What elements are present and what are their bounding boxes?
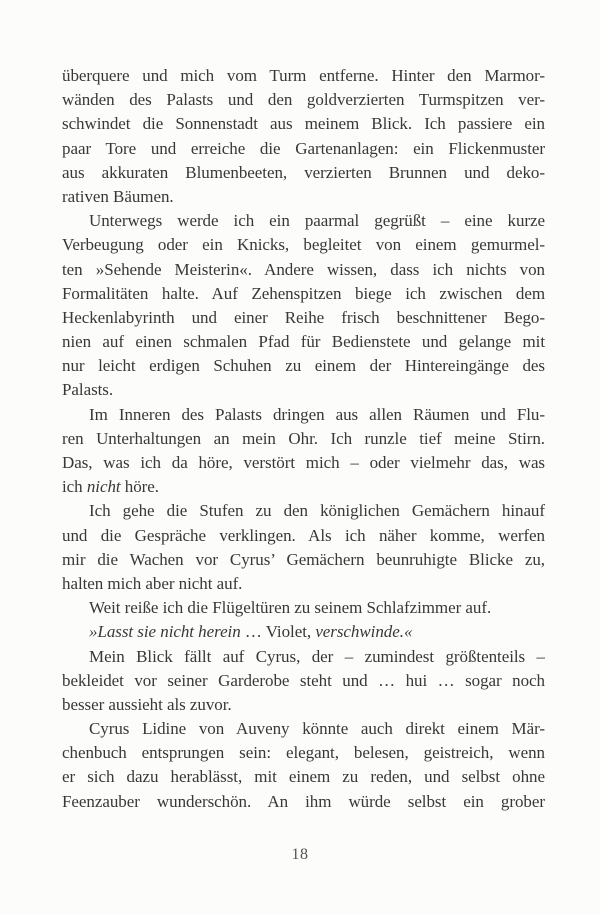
paragraph bbox=[62, 620, 545, 644]
text-segment: aus akkuraten Blumenbeeten, verzierten Brunnen und deko- bbox=[62, 162, 545, 182]
text-line bbox=[62, 596, 545, 620]
text-line bbox=[62, 572, 545, 596]
text-line bbox=[62, 354, 545, 378]
text-segment: Feenzauber wunderschön. An ihm würde selbst ein grober bbox=[62, 791, 545, 811]
text-line bbox=[62, 88, 545, 112]
paragraph bbox=[62, 596, 545, 620]
text-segment: Mein Blick fällt auf Cyrus, der – zumindest größtenteils – bbox=[89, 646, 545, 666]
text-segment: rativen Bäumen. bbox=[62, 186, 174, 206]
text-line bbox=[62, 741, 545, 765]
text-line bbox=[62, 185, 545, 209]
italic-text-segment: »Lasst sie nicht herein bbox=[89, 622, 241, 642]
text-line bbox=[62, 161, 545, 185]
text-segment: ich bbox=[62, 477, 87, 497]
text-segment: höre. bbox=[120, 477, 159, 497]
text-segment: und die Gespräche verklingen. Als ich näher komme, werfen bbox=[62, 525, 545, 545]
text-line bbox=[62, 693, 545, 717]
text-line bbox=[62, 112, 545, 136]
text-line bbox=[62, 645, 545, 669]
paragraph bbox=[62, 645, 545, 718]
paragraph bbox=[62, 403, 545, 500]
text-segment: … Violet, bbox=[240, 622, 316, 642]
page-number: 18 bbox=[291, 846, 309, 863]
paragraph bbox=[62, 64, 545, 209]
text-segment: ren Unterhaltungen an mein Ohr. Ich runzle tief meine Stirn. bbox=[62, 428, 545, 448]
text-line bbox=[62, 330, 545, 354]
text-block bbox=[62, 64, 545, 814]
text-line bbox=[62, 790, 545, 814]
text-segment: schwindet die Sonnenstadt aus meinem Blick. Ich passiere ein bbox=[62, 114, 545, 134]
paragraph bbox=[62, 209, 545, 403]
text-line bbox=[62, 524, 545, 548]
text-segment: ten »Sehende Meisterin«. Andere wissen, dass ich nichts von bbox=[62, 259, 545, 279]
text-line bbox=[62, 403, 545, 427]
text-line bbox=[62, 499, 545, 523]
text-segment: bekleidet vor seiner Garderobe steht und … hui … sogar noch bbox=[62, 670, 545, 690]
italic-text-segment: nicht bbox=[86, 477, 121, 497]
text-segment: nien auf einen schmalen Pfad für Bedienstete und gelange mit bbox=[62, 332, 545, 352]
text-segment: nur leicht erdigen Schuhen zu einem der Hintereingänge des bbox=[62, 356, 545, 376]
text-line bbox=[62, 258, 545, 282]
text-line bbox=[62, 620, 545, 644]
text-segment: Ich gehe die Stufen zu den königlichen Gemächern hinauf bbox=[89, 501, 545, 521]
text-segment: chenbuch entsprungen sein: elegant, belesen, geistreich, wenn bbox=[62, 743, 545, 763]
text-line bbox=[62, 548, 545, 572]
text-line bbox=[62, 765, 545, 789]
text-segment: Heckenlabyrinth und einer Reihe frisch beschnittener Bego- bbox=[62, 307, 545, 327]
text-segment: halten mich aber nicht auf. bbox=[62, 573, 243, 593]
text-segment: wänden des Palasts und den goldverzierten Turmspitzen ver- bbox=[62, 90, 545, 110]
text-segment: Verbeugung oder ein Knicks, begleitet von einem gemurmel- bbox=[62, 235, 545, 255]
text-segment: mir die Wachen vor Cyrus’ Gemächern beunruhigte Blicke zu, bbox=[62, 549, 545, 569]
text-segment: Cyrus Lidine von Auveny könnte auch direkt einem Mär- bbox=[89, 719, 545, 739]
paragraph bbox=[62, 717, 545, 814]
text-segment: besser aussieht als zuvor. bbox=[62, 694, 232, 714]
text-line bbox=[62, 717, 545, 741]
text-segment: paar Tore und erreiche die Gartenanlagen: ein Flickenmuster bbox=[62, 138, 545, 158]
text-segment: überquere und mich vom Turm entferne. Hinter den Marmor- bbox=[62, 66, 545, 85]
text-segment: Weit reiße ich die Flügeltüren zu seinem Schlafzimmer auf. bbox=[89, 598, 492, 618]
text-segment: er sich dazu herablässt, mit einem zu reden, und selbst ohne bbox=[62, 767, 545, 787]
text-segment: Formalitäten halte. Auf Zehenspitzen biege ich zwischen dem bbox=[62, 283, 545, 303]
text-line bbox=[62, 209, 545, 233]
text-line bbox=[62, 64, 545, 88]
text-line bbox=[62, 378, 545, 402]
paragraph bbox=[62, 499, 545, 596]
text-segment: Unterwegs werde ich ein paarmal gegrüßt – eine kurze bbox=[89, 211, 545, 231]
text-line bbox=[62, 233, 545, 257]
text-line bbox=[62, 306, 545, 330]
text-line bbox=[62, 282, 545, 306]
text-line bbox=[62, 451, 545, 475]
text-segment: Im Inneren des Palasts dringen aus allen Räumen und Flu- bbox=[89, 404, 545, 424]
text-line bbox=[62, 427, 545, 451]
text-line bbox=[62, 137, 545, 161]
text-line bbox=[62, 669, 545, 693]
italic-text-segment: verschwinde.« bbox=[315, 622, 413, 642]
text-segment: Palasts. bbox=[62, 380, 114, 400]
text-line bbox=[62, 475, 545, 499]
text-segment: Das, was ich da höre, verstört mich – oder vielmehr das, was bbox=[62, 453, 545, 472]
